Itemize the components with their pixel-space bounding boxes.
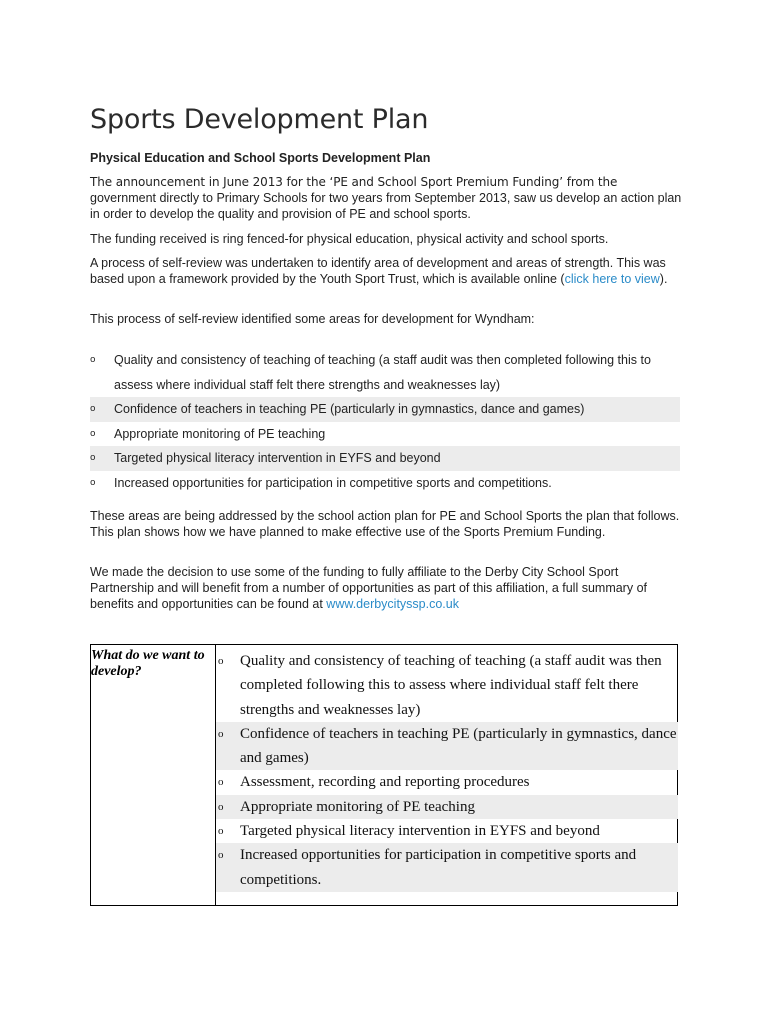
development-table	[90, 644, 678, 906]
table-row	[216, 722, 678, 771]
self-review-text: A process of self-review was undertaken to identify area of development and areas of strength. This was based upon a framework provided by the Youth Sport Trust, which is available online (	[90, 256, 666, 286]
table-row-text: Confidence of teachers in teaching PE (particularly in gymnastics, dance and games)	[240, 725, 677, 767]
self-review-after: ).	[659, 272, 668, 286]
intro-paragraph-lead: The announcement in June 2013 for the ‘PE and School Sport Premium Funding’ from the	[90, 175, 618, 189]
table-row	[216, 770, 678, 794]
areas-intro-paragraph: This process of self-review identified some areas for development for Wyndham:	[90, 312, 535, 326]
page-title: Sports Development Plan	[90, 104, 429, 135]
bullet-icon: o	[218, 849, 224, 862]
development-areas-list	[90, 348, 680, 495]
bullet-icon: o	[90, 477, 96, 488]
self-review-paragraph	[90, 255, 682, 287]
bullet-icon: o	[90, 404, 96, 414]
list-item	[90, 397, 680, 422]
bullet-icon: o	[218, 655, 224, 667]
table-row-text: Appropriate monitoring of PE teaching	[240, 798, 475, 815]
bullet-icon: o	[90, 428, 96, 439]
table-row	[216, 843, 678, 892]
table-row-text: Increased opportunities for participation in competitive sports and competitions.	[240, 847, 637, 888]
section-subtitle: Physical Education and School Sports Development Plan	[90, 151, 431, 165]
table-items-list	[216, 649, 678, 892]
table-row-text: Assessment, recording and reporting procedures	[240, 774, 530, 791]
list-item	[90, 422, 680, 447]
list-item	[90, 471, 680, 496]
table-row	[216, 795, 678, 819]
affiliation-text: We made the decision to use some of the funding to fully affiliate to the Derby City School Sport Partnership and will benefit from a number of opportunities as part of this affiliation, a full summary of benefits and opportunities can be found at	[90, 565, 647, 611]
list-item-text: Appropriate monitoring of PE teaching	[114, 426, 326, 441]
action-plan-paragraph: These areas are being addressed by the school action plan for PE and School Sports the plan that follows. This plan shows how we have planned to make effective use of the Sports Premium Funding.	[90, 509, 680, 539]
list-item-text: Targeted physical literacy intervention in EYFS and beyond	[114, 451, 441, 465]
intro-paragraph-rest: government directly to Primary Schools for two years from September 2013, saw us develop an action plan in order to develop the quality and provision of PE and school sports.	[90, 191, 682, 221]
bullet-icon: o	[90, 355, 96, 365]
list-item-text: Quality and consistency of teaching of teaching (a staff audit was then completed following this to assess where individual staff felt there strengths and weaknesses lay)	[114, 353, 651, 392]
affiliation-paragraph	[90, 564, 682, 612]
bullet-icon: o	[218, 776, 224, 789]
funding-paragraph: The funding received is ring fenced-for physical education, physical activity and school sports.	[90, 232, 609, 246]
table-row	[216, 819, 678, 843]
intro-paragraph	[90, 174, 682, 222]
list-item	[90, 446, 680, 471]
bullet-icon: o	[218, 825, 224, 838]
click-here-link[interactable]: click here to view	[564, 272, 660, 286]
list-item-text: Confidence of teachers in teaching PE (particularly in gymnastics, dance and games)	[114, 402, 585, 416]
table-row-text: Quality and consistency of teaching of teaching (a staff audit was then completed following this to assess where individual staff felt there strengths and weaknesses lay)	[240, 653, 662, 718]
table-header-cell: What do we want to develop?	[91, 648, 205, 679]
bullet-icon: o	[90, 453, 96, 463]
table-row-text: Targeted physical literacy intervention in EYFS and beyond	[240, 823, 600, 840]
table-row	[216, 649, 678, 722]
list-item-text: Increased opportunities for participation in competitive sports and competitions.	[114, 475, 552, 490]
bullet-icon: o	[218, 800, 224, 813]
derbycityssp-link[interactable]: www.derbycityssp.co.uk	[326, 597, 459, 611]
list-item	[90, 348, 680, 397]
bullet-icon: o	[218, 727, 224, 740]
